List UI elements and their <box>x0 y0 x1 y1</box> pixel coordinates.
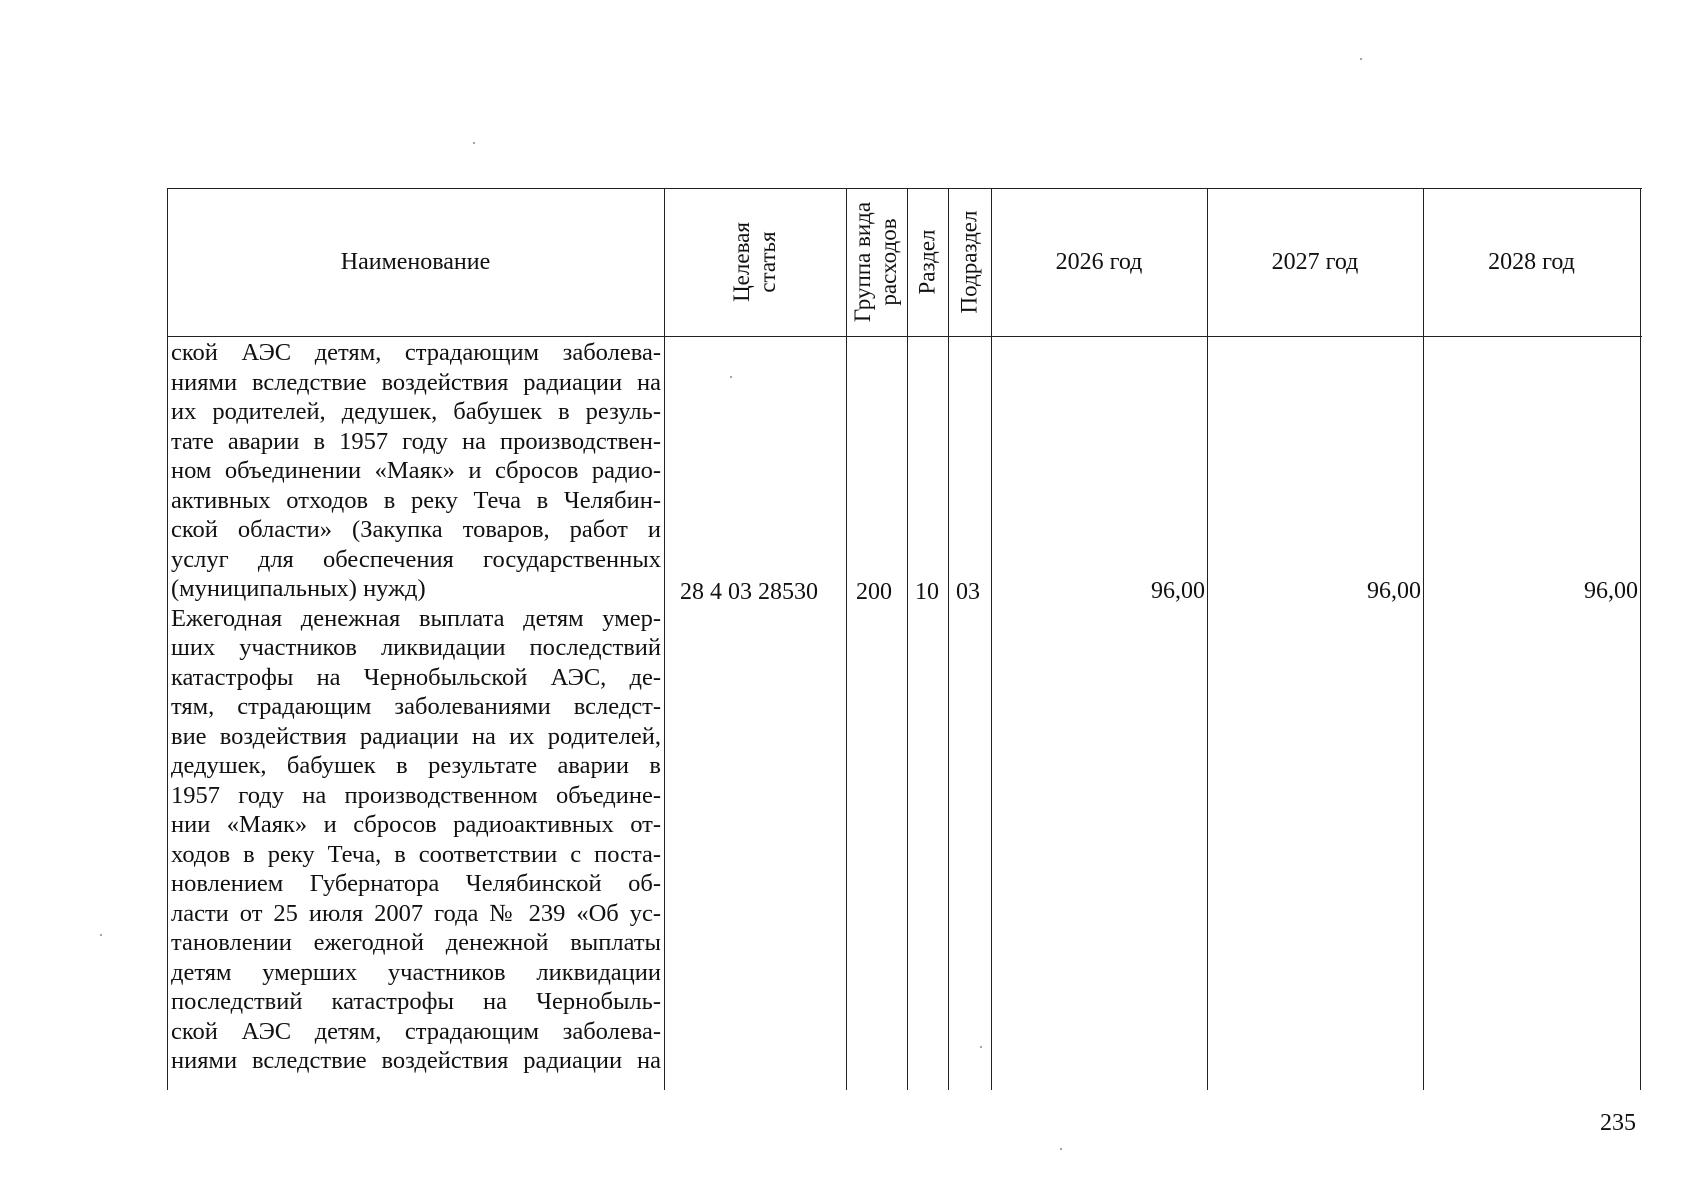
header-bottom-border <box>167 336 1642 337</box>
name-line: тановлении ежегодной денежной выплаты <box>171 929 661 956</box>
scan-speck <box>1360 58 1362 60</box>
name-line: нии «Маяк» и сбросов радиоактивных от- <box>171 811 661 838</box>
header-name-label: Наименование <box>340 248 491 275</box>
section-value: 10 <box>915 579 939 605</box>
name-cell <box>171 338 661 1076</box>
header-expense-group-line2: расходов <box>876 218 902 306</box>
header-expense-group <box>846 188 907 336</box>
scan-speck <box>730 376 732 378</box>
name-line: ших участников ликвидации последствий <box>171 634 661 661</box>
target-article-value: 28 4 03 28530 <box>680 579 818 605</box>
header-year-2028-label: 2028 год <box>1488 248 1575 275</box>
name-line: ходов в реку Теча, в соответствии с поста- <box>171 840 661 868</box>
name-line: 1957 году на производственном объедине- <box>171 781 661 809</box>
name-line: последствий катастрофы на Чернобыль- <box>171 988 661 1015</box>
name-line: Ежегодная денежная выплата детям умер- <box>171 604 661 632</box>
name-line: услуг для обеспечения государственных <box>171 545 661 573</box>
subsection-value: 03 <box>956 579 980 605</box>
table-right-border <box>1640 188 1641 1090</box>
scan-speck <box>1060 1148 1062 1150</box>
value-2028: 96,00 <box>1584 578 1638 604</box>
name-line: вие воздействия радиации на их родителей, <box>171 722 661 750</box>
name-line: ниями вследствие воздействия радиации на <box>171 368 661 396</box>
header-year-2028 <box>1423 188 1640 336</box>
header-section-label: Раздел <box>914 229 940 295</box>
name-line: тям, страдающим заболеваниями вследст- <box>171 693 661 720</box>
name-line: катастрофы на Чернобыльской АЭС, де- <box>171 663 661 691</box>
scan-speck <box>980 1046 982 1048</box>
header-name <box>167 188 664 336</box>
value-2027: 96,00 <box>1367 578 1421 604</box>
page-number: 235 <box>1600 1110 1636 1136</box>
name-line: (муниципальных) нужд) <box>171 575 426 602</box>
name-line: ской области» (Закупка товаров, работ и <box>171 516 661 543</box>
header-subsection-label: Подраздел <box>956 210 982 314</box>
header-year-2027 <box>1207 188 1423 336</box>
scan-speck <box>473 142 475 144</box>
header-subsection <box>948 188 991 336</box>
name-line: активных отходов в реку Теча в Челябин- <box>171 486 661 514</box>
header-target-article-line1: Целевая <box>728 222 754 302</box>
header-year-2026 <box>991 188 1207 336</box>
name-line: их родителей, дедушек, бабушек в резуль- <box>171 398 661 425</box>
header-year-2027-label: 2027 год <box>1271 248 1359 275</box>
header-section <box>907 188 948 336</box>
expense-group-value: 200 <box>856 579 892 605</box>
name-line: дедушек, бабушек в результате аварии в <box>171 752 661 779</box>
name-line: детям умерших участников ликвидации <box>171 958 661 986</box>
budget-table <box>167 188 1642 1090</box>
name-line: ласти от 25 июля 2007 года № 239 «Об ус- <box>171 899 661 927</box>
name-line: ской АЭС детям, страдающим заболева- <box>171 339 661 366</box>
header-expense-group-line1: Группа вида <box>850 201 876 323</box>
name-line: ном объединении «Маяк» и сбросов радио- <box>171 457 661 484</box>
scan-speck <box>100 934 102 936</box>
value-2026: 96,00 <box>1151 578 1205 604</box>
name-line: ской АЭС детям, страдающим заболева- <box>171 1017 661 1045</box>
header-year-2026-label: 2026 год <box>1055 248 1143 275</box>
header-target-article <box>664 188 846 336</box>
name-line: тате аварии в 1957 году на производствен- <box>171 427 661 455</box>
name-line: новлением Губернатора Челябинской об- <box>171 870 661 897</box>
name-line: ниями вследствие воздействия радиации на <box>171 1047 661 1074</box>
header-target-article-line2: статья <box>754 231 780 293</box>
